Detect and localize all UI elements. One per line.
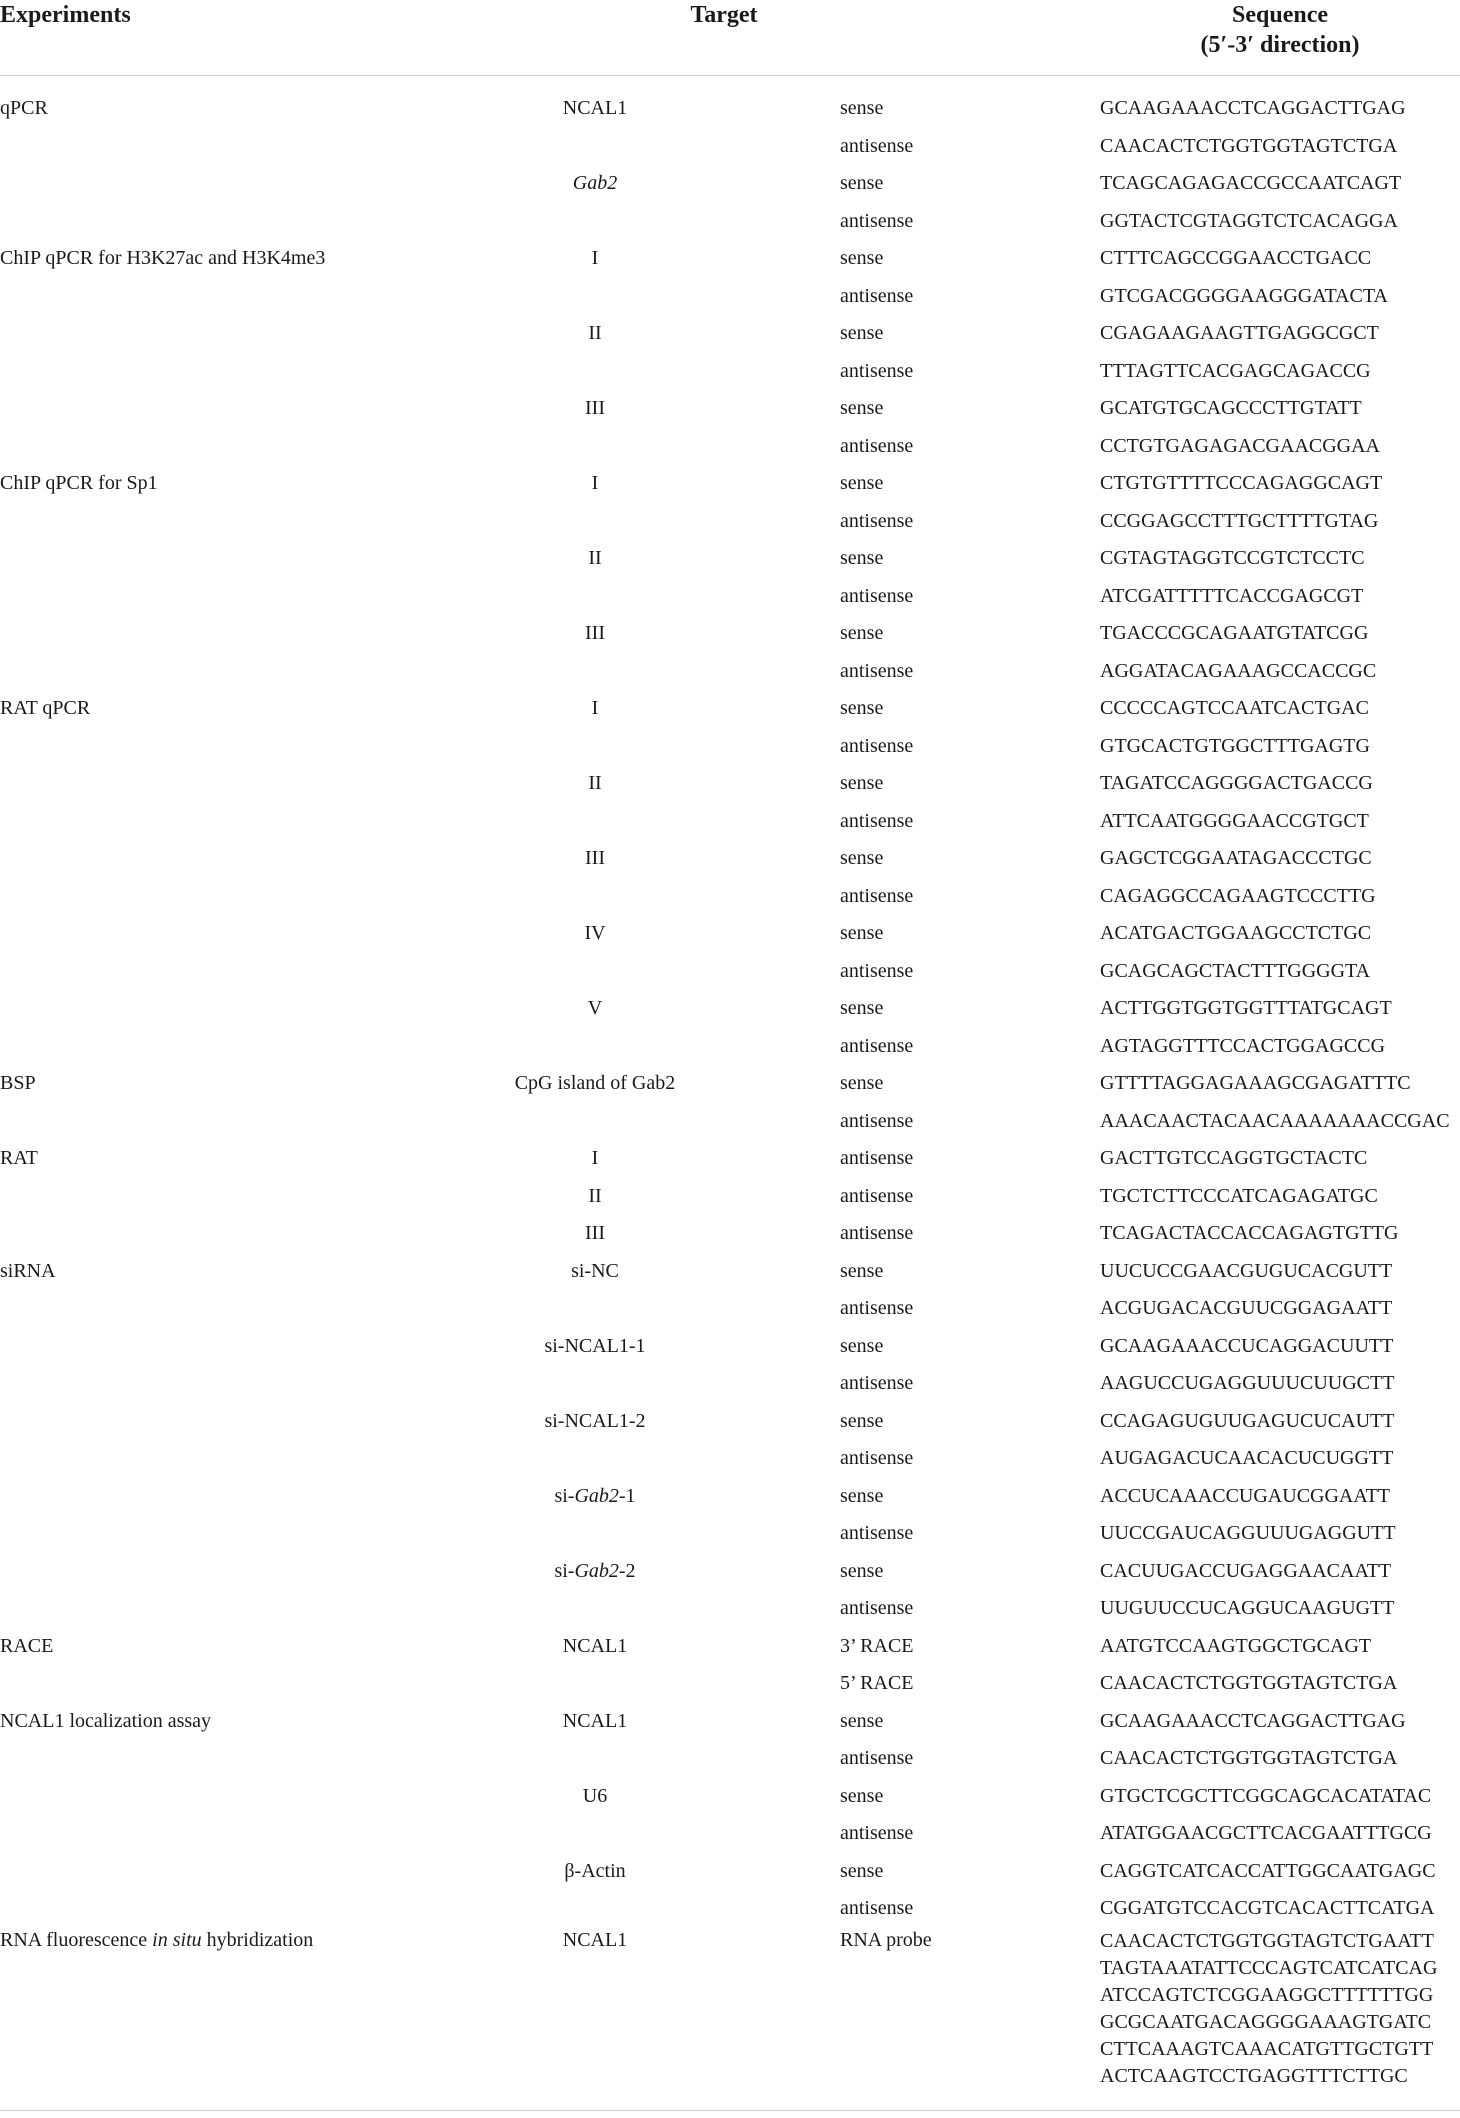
direction-cell: sense <box>840 1559 884 1582</box>
direction-cell: antisense <box>840 1034 914 1057</box>
direction-cell: antisense <box>840 1897 914 1919</box>
target-cell: NCAL1 <box>562 97 628 119</box>
sequence-cell: ATCGATTTTTCACCGAGCGT <box>1100 584 1364 607</box>
target-cell: Gab2 <box>572 172 618 194</box>
direction-cell: antisense <box>840 434 914 457</box>
sequence-cell: TGACCCGCAGAATGTATCGG <box>1100 622 1369 644</box>
fish-direction: RNA probe <box>840 1929 932 1951</box>
target-cell: III <box>585 622 605 644</box>
sequence-cell: TGCTCTTCCCATCAGAGATGC <box>1100 1184 1378 1207</box>
target-cell: NCAL1 <box>562 1709 628 1732</box>
target-cell: II <box>588 547 602 569</box>
direction-cell: sense <box>840 922 884 944</box>
header-experiments: Experiments <box>0 2 131 28</box>
sequence-cell: GACTTGTCCAGGTGCTACTC <box>1100 1147 1368 1169</box>
sequence-cell: GTGCTCGCTTCGGCAGCACATATAC <box>1100 1784 1432 1807</box>
direction-cell: antisense <box>840 134 914 157</box>
sequence-cell: GCAAGAAACCTCAGGACTTGAG <box>1100 1709 1406 1732</box>
direction-cell: sense <box>840 1409 884 1432</box>
sequence-cell: CAACACTCTGGTGGTAGTCTGA <box>1100 134 1398 157</box>
direction-cell: antisense <box>840 659 914 682</box>
direction-cell: antisense <box>840 1822 914 1844</box>
target-cell: si-NC <box>571 1259 619 1282</box>
direction-cell: sense <box>840 472 884 494</box>
header-sequence-direction: (5′-3′ direction) <box>1200 32 1360 58</box>
direction-cell: sense <box>840 247 884 269</box>
direction-cell: sense <box>840 172 884 194</box>
experiment-cell: RAT qPCR <box>0 697 91 719</box>
target-cell: si-Gab2-2 <box>554 1559 636 1582</box>
target-cell: II <box>588 322 602 344</box>
direction-cell: antisense <box>840 359 914 382</box>
sequence-cell: CAACACTCTGGTGGTAGTCTGA <box>1100 1747 1398 1769</box>
direction-cell: antisense <box>840 1297 914 1319</box>
target-cell: CpG island of Gab2 <box>514 1072 676 1094</box>
header-sequence-label: Sequence <box>1232 2 1328 28</box>
target-cell: II <box>588 772 602 794</box>
sequence-cell: ATTCAATGGGGAACCGTGCT <box>1100 809 1369 832</box>
footer-rule <box>0 2110 1460 2111</box>
sequence-cell: ACTTGGTGGTGGTTTATGCAGT <box>1100 997 1392 1019</box>
target-cell: III <box>585 397 605 419</box>
experiment-cell: RACE <box>0 1634 54 1657</box>
sequence-cell: TCAGCAGAGACCGCCAATCAGT <box>1100 172 1402 194</box>
sequence-cell: GAGCTCGGAATAGACCCTGC <box>1100 847 1372 869</box>
sequence-cell: GGTACTCGTAGGTCTCACAGGA <box>1100 209 1398 232</box>
direction-cell: sense <box>840 697 884 719</box>
experiment-cell: BSP <box>0 1072 36 1094</box>
header-target: Target <box>690 2 758 28</box>
sequence-cell: AGGATACAGAAAGCCACCGC <box>1100 659 1377 682</box>
direction-cell: sense <box>840 1484 884 1507</box>
target-cell: U6 <box>582 1784 608 1807</box>
sequence-cell: AGTAGGTTTCCACTGGAGCCG <box>1100 1034 1386 1057</box>
target-cell: si-Gab2-1 <box>554 1484 636 1507</box>
direction-cell: antisense <box>840 209 914 232</box>
experiment-cell: qPCR <box>0 97 48 119</box>
sequence-cell: AAGUCCUGAGGUUUCUUGCTT <box>1100 1372 1395 1394</box>
direction-cell: sense <box>840 1259 884 1282</box>
direction-cell: antisense <box>840 734 914 757</box>
sequence-cell: CTGTGTTTTCCCAGAGGCAGT <box>1100 472 1383 494</box>
direction-cell: sense <box>840 1709 884 1732</box>
target-cell: NCAL1 <box>562 1634 628 1657</box>
direction-cell: sense <box>840 1859 884 1882</box>
sequence-cell: UUCCGAUCAGGUUUGAGGUTT <box>1100 1522 1396 1544</box>
sequence-cell: AAACAACTACAACAAAAAAACCGAC <box>1100 1109 1450 1132</box>
sequence-cell: GCAAGAAACCUCAGGACUUTT <box>1100 1334 1394 1357</box>
direction-cell: antisense <box>840 1747 914 1769</box>
direction-cell: antisense <box>840 1184 914 1207</box>
sequence-cell: GCAAGAAACCTCAGGACTTGAG <box>1100 97 1406 119</box>
sequence-cell: AUGAGACUCAACACUCUGGTT <box>1100 1447 1394 1469</box>
sequence-cell: ACATGACTGGAAGCCTCTGC <box>1100 922 1372 944</box>
direction-cell: sense <box>840 97 884 119</box>
direction-cell: antisense <box>840 809 914 832</box>
target-cell: V <box>587 997 603 1019</box>
target-cell: si-NCAL1-2 <box>544 1409 646 1432</box>
direction-cell: sense <box>840 1334 884 1357</box>
sequence-cell: CCTGTGAGAGACGAACGGAA <box>1100 434 1380 457</box>
target-cell: IV <box>584 922 606 944</box>
sequence-cell: CCCCCAGTCCAATCACTGAC <box>1100 697 1369 719</box>
sequence-cell: UUGUUCCUCAGGUCAAGUGTT <box>1100 1597 1395 1619</box>
sequence-cell: ACCUCAAACCUGAUCGGAATT <box>1100 1484 1391 1507</box>
sequence-cell: CCAGAGUGUUGAGUCUCAUTT <box>1100 1409 1395 1432</box>
direction-cell: sense <box>840 622 884 644</box>
fish-experiment-suffix: hybridization <box>201 1929 314 1951</box>
sequence-cell: CAGAGGCCAGAAGTCCCTTG <box>1100 884 1376 907</box>
direction-cell: antisense <box>840 1109 914 1132</box>
direction-cell: sense <box>840 1784 884 1807</box>
sequence-cell: CGGATGTCCACGTCACACTTCATGA <box>1100 1897 1435 1919</box>
sequence-cell: AATGTCCAAGTGGCTGCAGT <box>1100 1634 1372 1657</box>
direction-cell: antisense <box>840 1522 914 1544</box>
sequence-cell: CACUUGACCUGAGGAACAATT <box>1100 1559 1392 1582</box>
sequence-cell: TTTAGTTCACGAGCAGACCG <box>1100 359 1371 382</box>
direction-cell: sense <box>840 1072 884 1094</box>
fish-target: NCAL1 <box>562 1929 628 1951</box>
target-cell: I <box>591 247 599 269</box>
sequence-cell: GTTTTAGGAGAAAGCGAGATTTC <box>1100 1072 1411 1094</box>
direction-cell: antisense <box>840 584 914 607</box>
sequence-cell: UUCUCCGAACGUGUCACGUTT <box>1100 1259 1393 1282</box>
experiment-cell: siRNA <box>0 1259 56 1282</box>
target-cell: I <box>591 472 599 494</box>
experiment-cell: NCAL1 localization assay <box>0 1709 212 1732</box>
sequence-cell: GCATGTGCAGCCCTTGTATT <box>1100 397 1362 419</box>
direction-cell: antisense <box>840 1597 914 1619</box>
target-cell: III <box>585 847 605 869</box>
fish-experiment-italic: in situ <box>152 1929 202 1951</box>
sequence-cell: GCAGCAGCTACTTTGGGGTA <box>1100 959 1371 982</box>
sequence-cell: CAACACTCTGGTGGTAGTCTGA <box>1100 1672 1398 1694</box>
sequence-cell: CAGGTCATCACCATTGGCAATGAGC <box>1100 1859 1436 1882</box>
direction-cell: antisense <box>840 284 914 307</box>
direction-cell: antisense <box>840 1447 914 1469</box>
fish-experiment <box>0 1928 313 1952</box>
sequence-cell: GTGCACTGTGGCTTTGAGTG <box>1100 734 1370 757</box>
header-sequence <box>1150 0 1410 60</box>
sequence-cell: CGTAGTAGGTCCGTCTCCTC <box>1100 547 1365 569</box>
sequence-cell: GTCGACGGGGAAGGGATACTA <box>1100 284 1388 307</box>
direction-cell: sense <box>840 997 884 1019</box>
direction-cell: 3’ RACE <box>840 1634 914 1657</box>
sequence-cell: CCGGAGCCTTTGCTTTTGTAG <box>1100 509 1379 532</box>
direction-cell: antisense <box>840 509 914 532</box>
direction-cell: antisense <box>840 959 914 982</box>
direction-cell: sense <box>840 772 884 794</box>
target-cell: I <box>591 1147 599 1169</box>
experiment-cell: ChIP qPCR for Sp1 <box>0 472 158 494</box>
target-cell: III <box>585 1222 605 1244</box>
direction-cell: antisense <box>840 884 914 907</box>
direction-cell: antisense <box>840 1372 914 1394</box>
sequence-cell: ATATGGAACGCTTCACGAATTTGCG <box>1100 1822 1432 1844</box>
target-cell: si-NCAL1-1 <box>544 1334 646 1357</box>
direction-cell: sense <box>840 547 884 569</box>
experiment-cell: RAT <box>0 1147 38 1169</box>
direction-cell: sense <box>840 322 884 344</box>
sequence-cell: CGAGAAGAAGTTGAGGCGCT <box>1100 322 1379 344</box>
direction-cell: antisense <box>840 1147 914 1169</box>
direction-cell: antisense <box>840 1222 914 1244</box>
direction-cell: sense <box>840 397 884 419</box>
sequence-cell: ACGUGACACGUUCGGAGAATT <box>1100 1297 1393 1319</box>
sequence-cell: TCAGACTACCACCAGAGTGTTG <box>1100 1222 1399 1244</box>
header-rule <box>0 75 1460 76</box>
fish-experiment-prefix: RNA fluorescence <box>0 1929 153 1951</box>
target-cell: II <box>588 1184 602 1207</box>
fish-probe-sequence: CAACACTCTGGTGGTAGTCTGAATTTAGTAAATATTCCCAGTCATCATCAGATCCAGTCTCGGAAGGCTTTTTTGGGCGCAATGACAGGGGAAAGTGATCCTTCAAAGTCAAACATGTTGCTGTTACTCAAGTCCTGAGGTTTCTTGC <box>1100 1930 1438 2087</box>
target-cell: β-Actin <box>564 1859 626 1882</box>
sequence-cell: CTTTCAGCCGGAACCTGACC <box>1100 247 1372 269</box>
experiment-cell: ChIP qPCR for H3K27ac and H3K4me3 <box>0 247 326 269</box>
sequence-cell: TAGATCCAGGGGACTGACCG <box>1100 772 1373 794</box>
direction-cell: sense <box>840 847 884 869</box>
direction-cell: 5’ RACE <box>840 1672 914 1694</box>
target-cell: I <box>591 697 599 719</box>
